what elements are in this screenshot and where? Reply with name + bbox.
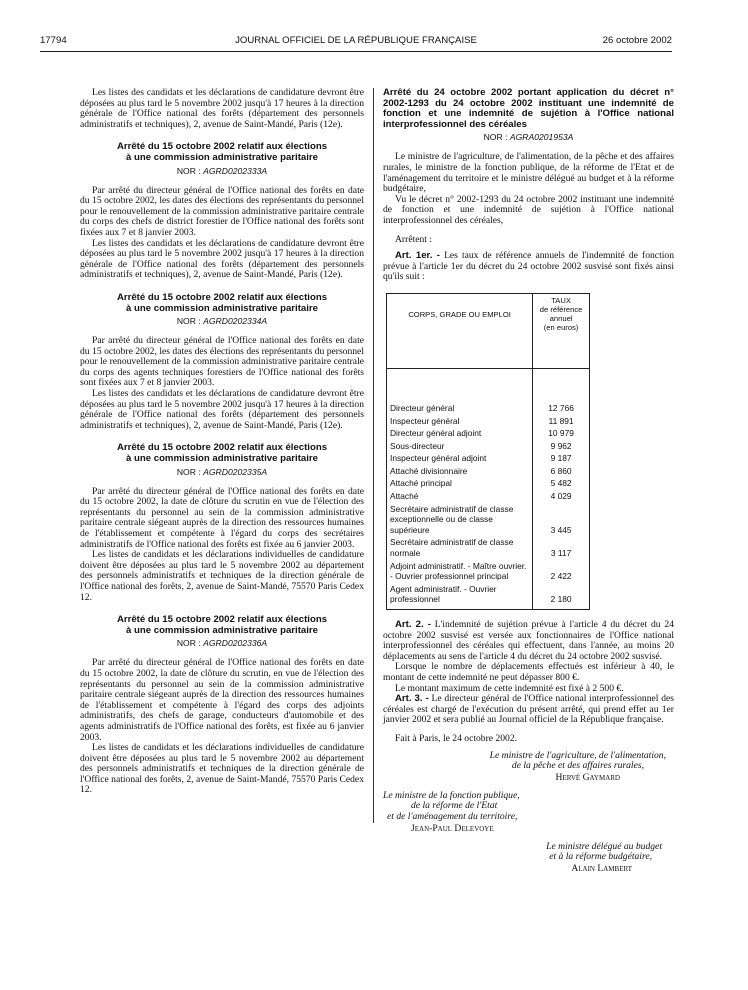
page-number: 17794 bbox=[40, 35, 67, 46]
header-rule bbox=[40, 51, 672, 52]
nor-label: NOR : bbox=[176, 316, 201, 327]
row-value: 2 422 bbox=[533, 560, 590, 583]
row-value: 5 482 bbox=[533, 477, 590, 490]
row-label: Adjoint administratif. - Maître ouvrier. - Ouvrier professionnel principal bbox=[387, 560, 533, 583]
nor-code: AGRD0202334A bbox=[203, 316, 268, 327]
nor-code: AGRA0201953A bbox=[509, 132, 574, 143]
table-row bbox=[387, 427, 590, 440]
nor-code: AGRD0202333A bbox=[203, 165, 268, 176]
decree-section-333 bbox=[80, 142, 364, 281]
section-paragraph: Les listes de candidats et les déclarations individuelles de candidature doivent être déposées au plus tard le 5 novembre 2002 au département des personnels administratifs et techniques de la direction générale de l'Office national des forêts, 2, avenue de Saint-Mandé, 75570 Paris Cedex 12. bbox=[80, 742, 364, 796]
table-header-row bbox=[387, 293, 590, 368]
header-line: de référence annuel bbox=[539, 304, 583, 323]
table-row bbox=[387, 503, 590, 537]
table-row bbox=[387, 477, 590, 490]
nor-label: NOR : bbox=[483, 132, 508, 143]
table-row bbox=[387, 440, 590, 453]
nor-label: NOR : bbox=[176, 165, 201, 176]
row-value: 11 891 bbox=[533, 415, 590, 428]
section-title-line1: Arrêté du 15 octobre 2002 relatif aux élections bbox=[116, 141, 328, 153]
row-label: Inspecteur général adjoint bbox=[387, 452, 533, 465]
section-title-line2: à une commission administrative paritaire bbox=[126, 624, 318, 636]
section-title bbox=[80, 443, 364, 464]
row-label: Directeur général adjoint bbox=[387, 427, 533, 440]
section-paragraph: Les listes de candidats et les déclarations individuelles de candidature doivent être déposées au plus tard le 5 novembre 2002 au département des personnels administratifs et techniques de la direction générale de l'Office national des forêts, 2, avenue de Saint-Mandé, 75570 Paris Cedex 12. bbox=[80, 549, 364, 603]
nor-reference bbox=[80, 467, 364, 477]
signatory-title: Le ministre délégué au budget bbox=[546, 840, 662, 852]
row-value: 9 962 bbox=[533, 440, 590, 453]
row-value: 3 445 bbox=[533, 503, 590, 537]
article-text: L'indemnité de sujétion prévue à l'article 4 du décret du 24 octobre 2002 susvisé est versée aux fonctionnaires de l'Office national interprofessionnel des céréales qui effectuent, dans l'année, au moins 20 déplacements au sens de l'article 4 du décret du 24 octobre 2002 susvisé. bbox=[383, 619, 674, 662]
decree-section-334 bbox=[80, 293, 364, 432]
article-label: Art. 1er. - bbox=[395, 250, 440, 262]
table-row bbox=[387, 465, 590, 478]
article-2-paragraph: Lorsque le nombre de déplacements effectués est inférieur à 40, le montant de cette indemnité ne peut dépasser 800 €. bbox=[383, 661, 674, 683]
row-value: 3 117 bbox=[533, 536, 590, 559]
section-paragraph: Les listes des candidats et les déclarations de candidature devront être déposées au plus tard le 5 novembre 2002 jusqu'à 17 heures à la direction générale de l'Office national des forêts (département des personnels administratifs et techniques), 2, avenue de Saint-Mandé, Paris (12e). bbox=[80, 388, 364, 431]
signatory-title: Le ministre de la fonction publique, bbox=[383, 789, 520, 801]
nor-code: AGRD0202335A bbox=[203, 466, 268, 477]
row-value: 10 979 bbox=[533, 427, 590, 440]
table-row bbox=[387, 415, 590, 428]
signatory-title: Le ministre de l'agriculture, de l'alimentation, bbox=[489, 749, 666, 761]
row-label: Secrétaire administratif de classe exceptionnelle ou de classe supérieure bbox=[387, 503, 533, 537]
article-label: Art. 3. - bbox=[395, 693, 429, 705]
row-value: 12 766 bbox=[533, 368, 590, 414]
section-paragraph: Par arrêté du directeur général de l'Office national des forêts en date du 15 octobre 2002, la date de clôture du scrutin, en vue de l'élection des représentants du personnel au sein de la commission administrative paritaire centrale siégeant auprès de la direction des ressources humaines de l'établissement et compétente à l'égard des corps des adjoints administratifs, des chefs de garage, conducteurs d'automobile et des agents administratifs de l'Office national des forêts, est fixée au 6 janvier 2003. bbox=[80, 657, 364, 743]
section-paragraph: Par arrêté du directeur général de l'Office national des forêts en date du 15 octobre 2002, les dates des élections des représentants du personnel pour le renouvellement de la commission administrative paritaire centrale du corps des chefs de district forestier de l'Office national des forêts sont fixées aux 7 et 8 janvier 2003. bbox=[80, 184, 364, 238]
row-label: Attaché bbox=[387, 490, 533, 503]
table-row bbox=[387, 583, 590, 610]
decree-title: Arrêté du 24 octobre 2002 portant application du décret n° 2002-1293 du 24 octobre 2002 instituant une indemnité de fonction et une indemnité de sujétion à l'Office national interprofessionnel des céréales bbox=[383, 87, 674, 130]
row-label: Directeur général bbox=[387, 368, 533, 414]
nor-label: NOR : bbox=[176, 466, 201, 477]
signature-block-budget bbox=[383, 842, 674, 874]
signatory-name: Alain Lambert bbox=[571, 862, 632, 874]
row-value: 6 860 bbox=[533, 465, 590, 478]
intro-paragraph: Les listes des candidats et les déclarations de candidature devront être déposées au plus tard le 5 novembre 2002 jusqu'à 17 heures à la direction générale de l'Office national des forêts (département des personnels administratifs et techniques), 2, avenue de Saint-Mandé, Paris (12e). bbox=[80, 87, 364, 130]
signing-date: Fait à Paris, le 24 octobre 2002. bbox=[395, 732, 518, 744]
table-row bbox=[387, 368, 590, 414]
row-label: Attaché principal bbox=[387, 477, 533, 490]
nor-reference bbox=[80, 638, 364, 648]
table-row bbox=[387, 560, 590, 583]
right-column bbox=[383, 88, 674, 874]
row-label: Inspecteur général bbox=[387, 415, 533, 428]
article-2-paragraph: Le montant maximum de cette indemnité est fixé à 2 500 €. bbox=[395, 682, 624, 694]
signatory-name: Hervé Gaymard bbox=[555, 771, 620, 783]
section-title-line1: Arrêté du 15 octobre 2002 relatif aux élections bbox=[116, 614, 328, 626]
issue-date: 26 octobre 2002 bbox=[602, 35, 672, 46]
column-header-corps: CORPS, GRADE OU EMPLOI bbox=[387, 293, 533, 368]
table-row bbox=[387, 490, 590, 503]
section-paragraph: Les listes des candidats et les déclarations de candidature devront être déposées au plus tard le 5 novembre 2002 jusqu'à 17 heures à la direction générale de l'Office national des forêts (département des personnels administratifs et techniques), 2, avenue de Saint-Mandé, Paris (12e). bbox=[80, 237, 364, 281]
row-label: Sous-directeur bbox=[387, 440, 533, 453]
visa-paragraph: Le ministre de l'agriculture, de l'alimentation, de la pêche et des affaires rurales, le ministre de la fonction publique, de la réforme de l'Etat et de l'aménagement du territoire et le ministre délégué au budget et à la réforme budgétaire, bbox=[383, 151, 674, 195]
signatory-name: Jean-Paul Delevoye bbox=[411, 822, 494, 834]
signatory-title: et de l'aménagement du territoire, bbox=[387, 810, 518, 822]
section-title-line2: à une commission administrative paritaire bbox=[126, 453, 318, 465]
section-paragraph: Par arrêté du directeur général de l'Office national des forêts en date du 15 octobre 2002, la date de clôture du scrutin en vue de l'élection des représentants du personnel au sein de la commission administrative paritaire centrale siégeant auprès de la direction des ressources humaines de l'établissement et compétente à l'égard du corps des secrétaires administratifs de l'Office national des forêts est fixée au 6 janvier 2003. bbox=[80, 485, 364, 550]
section-title bbox=[80, 142, 364, 163]
row-label: Agent administratif. - Ouvrier professionnel bbox=[387, 583, 533, 610]
column-header-taux bbox=[533, 293, 590, 368]
article-text: Le directeur général de l'Office national interprofessionnel des céréales est chargé de l'exécution du présent arrêté, qui prend effet au 1er janvier 2002 et sera publié au Journal officiel de la République française. bbox=[383, 693, 674, 726]
visa-paragraph: Vu le décret n° 2002-1293 du 24 octobre 2002 instituant une indemnité de fonction et une indemnité de sujétion à l'Office national interprofessionnel des céréales, bbox=[383, 193, 674, 226]
journal-title: JOURNAL OFFICIEL DE LA RÉPUBLIQUE FRANÇAISE bbox=[235, 35, 477, 46]
section-title-line2: à une commission administrative paritaire bbox=[126, 302, 318, 314]
page-header bbox=[40, 35, 672, 49]
nor-reference bbox=[80, 316, 364, 326]
article-label: Art. 2. - bbox=[395, 619, 431, 630]
nor-code: AGRD0202336A bbox=[203, 638, 268, 649]
left-column bbox=[80, 88, 364, 796]
article-text: Les taux de référence annuels de l'indemnité de fonction prévue à l'article 1er du décret du 24 octobre 2002 susvisé sont fixés ainsi qu'ils suit : bbox=[383, 250, 674, 283]
section-title bbox=[80, 615, 364, 636]
arretent-heading: Arrêtent : bbox=[395, 233, 433, 245]
rates-table bbox=[386, 293, 590, 610]
row-label: Attaché divisionnaire bbox=[387, 465, 533, 478]
header-line: (en euros) bbox=[543, 322, 579, 332]
decree-section-335 bbox=[80, 443, 364, 603]
row-label: Secrétaire administratif de classe normale bbox=[387, 536, 533, 559]
signatory-title: de la réforme de l'Etat bbox=[411, 800, 498, 812]
nor-label: NOR : bbox=[176, 638, 201, 649]
signature-block-fonction-publique bbox=[383, 791, 674, 834]
article-3 bbox=[383, 694, 674, 726]
column-divider bbox=[373, 88, 374, 823]
article-1 bbox=[383, 251, 674, 283]
signatory-title: et à la réforme budgétaire, bbox=[549, 851, 652, 863]
decree-section-336 bbox=[80, 615, 364, 796]
section-paragraph: Par arrêté du directeur général de l'Office national des forêts en date du 15 octobre 2002, les dates des élections des représentants du personnel pour le renouvellement de la commission administrative paritaire centrale du corps des agents techniques forestiers de l'Office national des forêts sont fixées aux 7 et 8 janvier 2003. bbox=[80, 335, 364, 389]
header-line: TAUX bbox=[551, 295, 571, 305]
row-value: 9 187 bbox=[533, 452, 590, 465]
section-title-line2: à une commission administrative paritaire bbox=[126, 151, 318, 163]
table-row bbox=[387, 536, 590, 559]
row-value: 2 180 bbox=[533, 583, 590, 610]
table-row bbox=[387, 452, 590, 465]
section-title-line1: Arrêté du 15 octobre 2002 relatif aux élections bbox=[116, 442, 328, 454]
section-title bbox=[80, 293, 364, 314]
signature-block-agriculture bbox=[383, 751, 674, 783]
nor-reference bbox=[383, 132, 674, 142]
article-2 bbox=[383, 620, 674, 662]
row-value: 4 029 bbox=[533, 490, 590, 503]
signatory-title: de la pêche et des affaires rurales, bbox=[511, 760, 644, 772]
section-title-line1: Arrêté du 15 octobre 2002 relatif aux élections bbox=[116, 291, 328, 303]
nor-reference bbox=[80, 166, 364, 176]
